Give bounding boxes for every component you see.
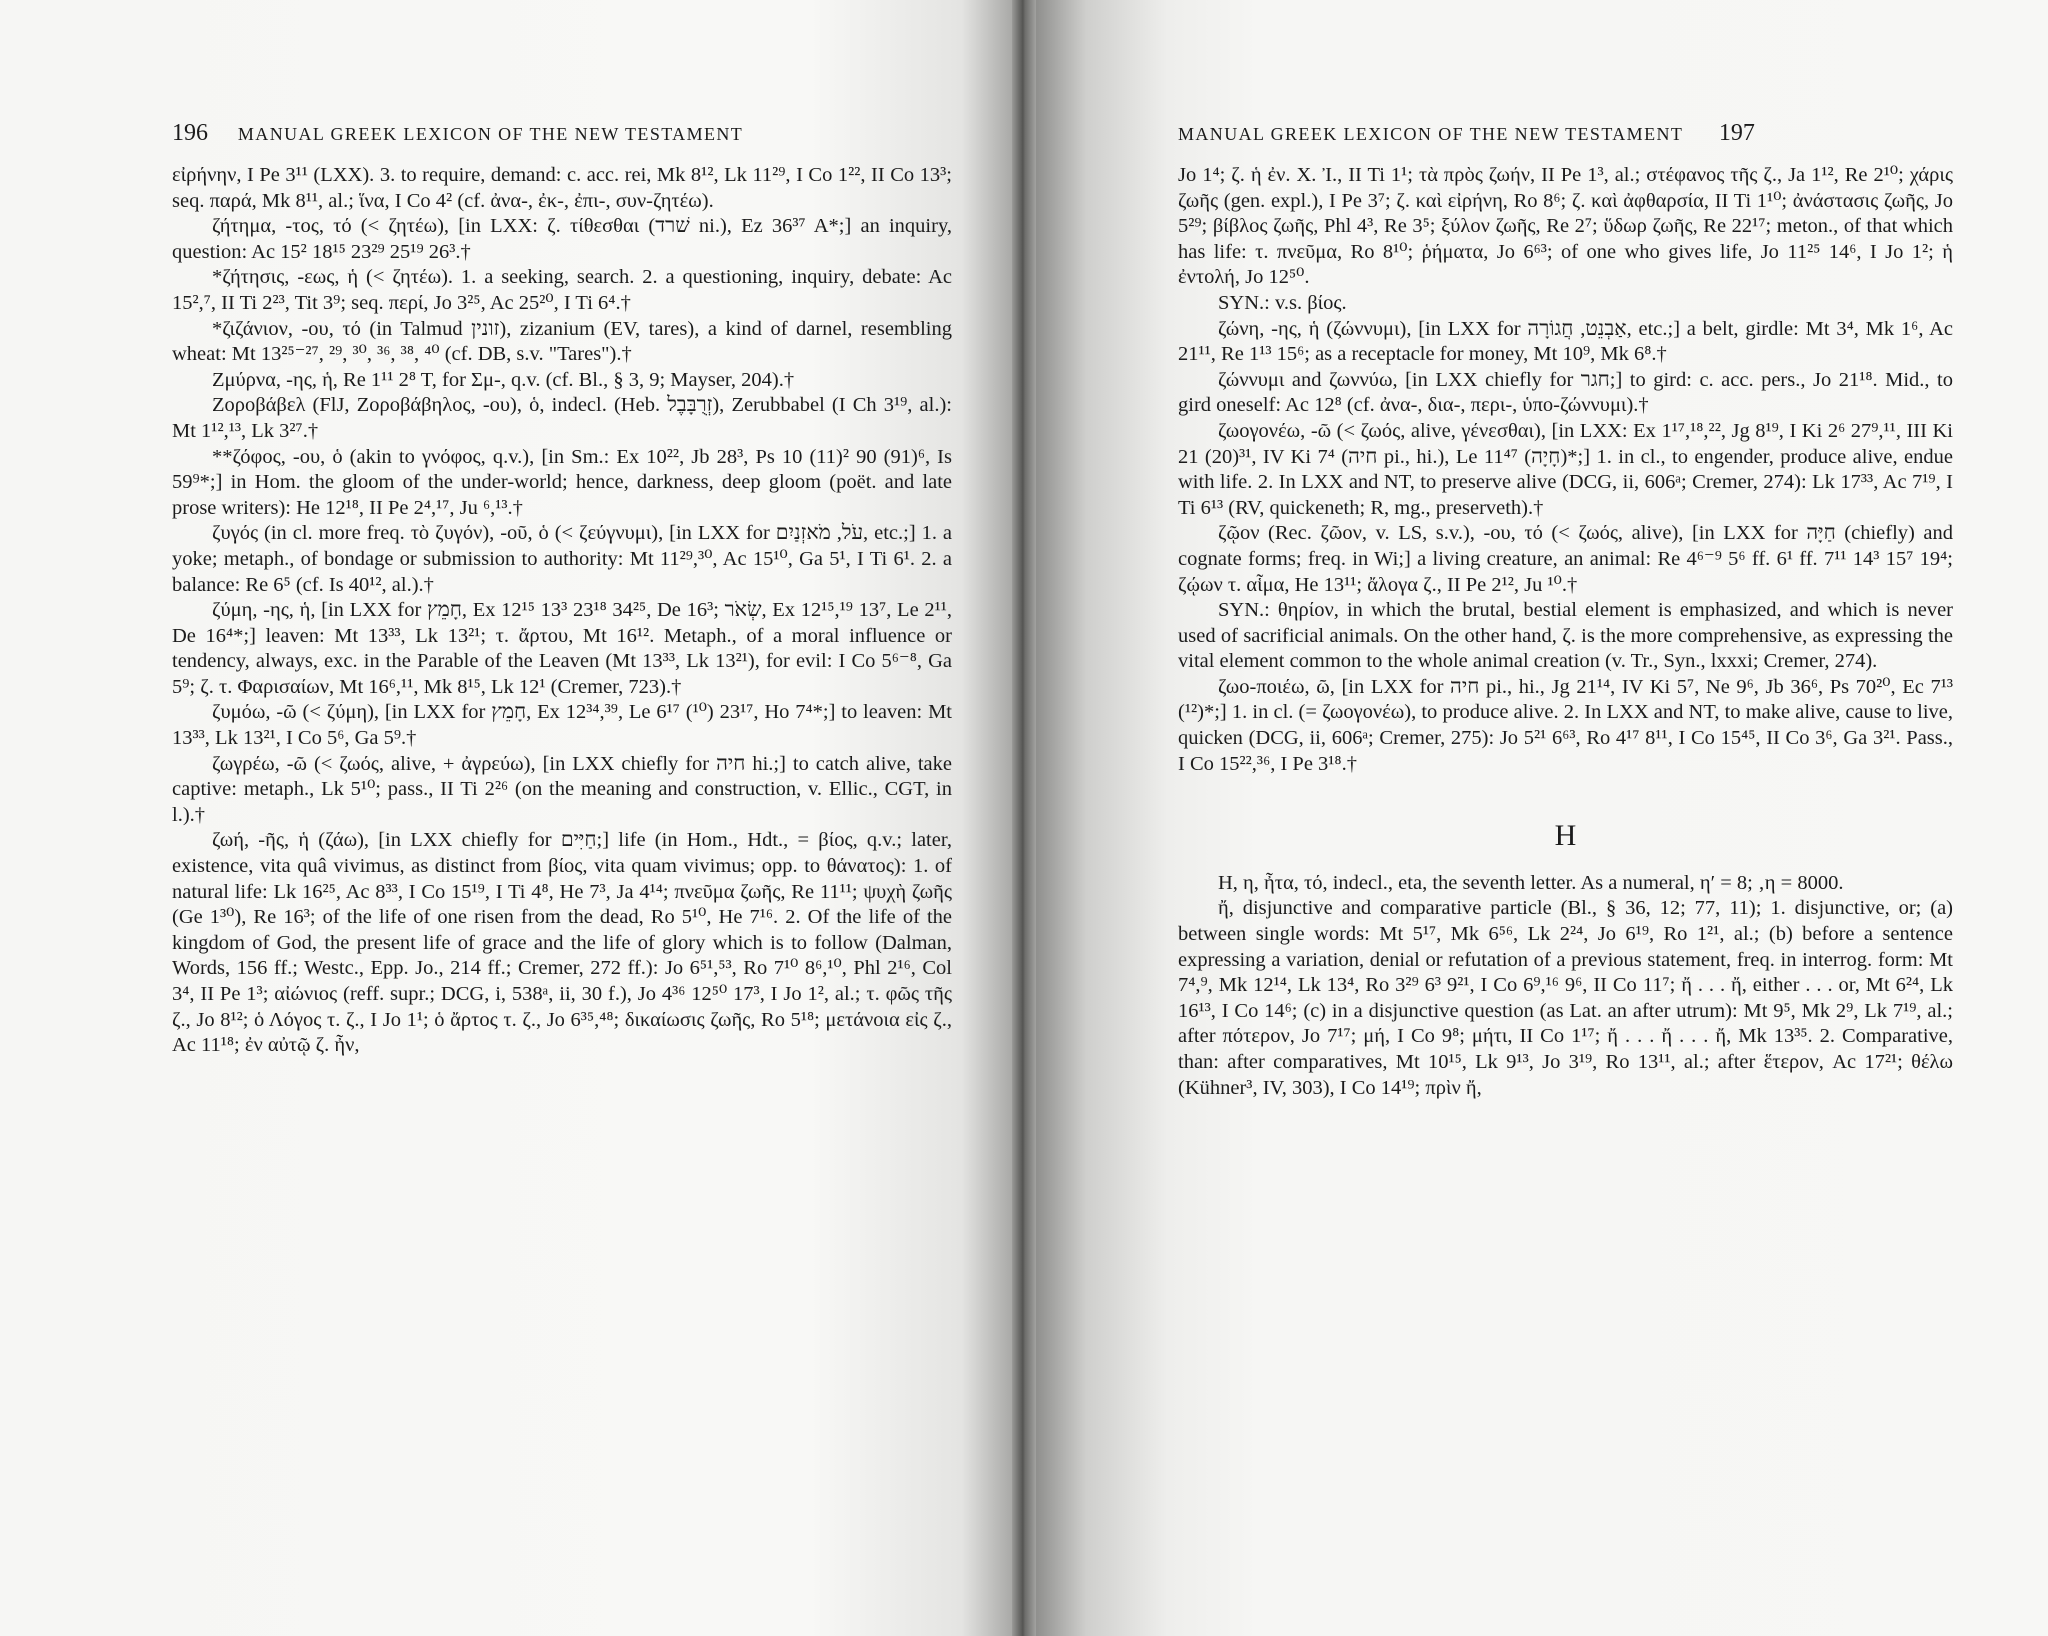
synonym-note: SYN.: θηρίον, in which the brutal, bestial element is emphasized, and which is never used of sacrificial animals. On the other hand, ζ. is the more comprehensive, as expressing the vital element common to the whole animal creation (v. Tr., Syn., lxxxi; Cremer, 274). xyxy=(1178,599,1953,673)
left-page-number: 196 xyxy=(172,120,208,146)
synonym-note: SYN.: v.s. βίος. xyxy=(1218,291,1347,314)
entry-paragraph: Ζμύρνα, -ης, ἡ, Re 1¹¹ 2⁸ T, for Σμ-, q.v. (cf. Bl., § 3, 9; Mayser, 204).† xyxy=(212,368,795,391)
entry-paragraph: ζυγός (in cl. more freq. τὸ ζυγόν), -οῦ, ὁ (< ζεύγνυμι), [in LXX for עֹל, מֹאזְנַיִם, etc.;] 1. a yoke; metaph., of bondage or submission to authority: Mt 11²⁹,³⁰, Ac 15¹⁰, Ga 5¹, I Ti 6¹. 2. a balance: Re 6⁵ (cf. Is 40¹², al.).† xyxy=(172,522,953,596)
left-header-title: MANUAL GREEK LEXICON OF THE NEW TESTAMENT xyxy=(237,124,744,144)
entry-paragraph: *ζήτησις, -εως, ἡ (< ζητέω). 1. a seeking, search. 2. a questioning, inquiry, debate: Ac 15²,⁷, II Ti 2²³, Tit 3⁹; seq. περί, Jo 3²⁵, Ac 25²⁰, I Ti 6⁴.† xyxy=(172,266,952,314)
entry-paragraph: ζωή, -ῆς, ἡ (ζάω), [in LXX chiefly for חַיִּים;] life (in Hom., Hdt., = βίος, q.v.; later, existence, vita quâ vivimus, as distinct from βίος, vita quam vivimus; opp. to θάνατος): 1. of natural life: Lk 16²⁵, Ac 8³³, I Co 15¹⁹, I Ti 4⁸, He 7³, Ja 4¹⁴; πνεῦμα ζωῆς, Re 11¹¹; ψυχὴ ζωῆς (Ge 1³⁰), Re 16³; of the life of one risen from the dead, Ro 5¹⁰, He 7¹⁶. 2. Of the life of the kingdom of God, the present life of grace and the life of glory which is to follow (Dalman, Words, 156 ff.; Westc., Epp. Jo., 214 ff.; Cremer, 272 ff.): Jo 6⁵¹,⁵³, Ro 7¹⁰ 8⁶,¹⁰, Phl 2¹⁶, Col 3⁴, II Pe 1³; αἰώνιος (reff. supr.; DCG, i, 538ᵃ, ii, 30 f.), Jo 4³⁶ 12⁵⁰ 17³, I Jo 1², al.; τ. φῶς τῆς ζ., Jo 8¹²; ὁ Λόγος τ. ζ., I Jo 1¹; ὁ ἄρτος τ. ζ., Jo 6³⁵,⁴⁸; δικαίωσις ζωῆς, Ro 5¹⁸; μετάνοια εἰς ζ., Ac 11¹⁸; ἐν αὐτῷ ζ. ἦν, xyxy=(172,829,952,1057)
book-gutter xyxy=(1012,0,1036,1636)
right-running-head xyxy=(1178,120,1878,147)
left-page xyxy=(0,0,1012,1636)
right-page xyxy=(1036,0,2048,1636)
entry-paragraph: ζύμη, -ης, ἡ, [in LXX for חָמֵץ, Ex 12¹⁵ 13³ 23¹⁸ 34²⁵, De 16³; שְׂאֹר, Ex 12¹⁵,¹⁹ 13⁷, Le 2¹¹, De 16⁴*;] leaven: Mt 13³³, Lk 13²¹; τ. ἄρτου, Mt 16¹². Metaph., of a moral influence or tendency, always, exc. in the Parable of the Leaven (Mt 13³³, Lk 13²¹), for evil: I Co 5⁶⁻⁸, Ga 5⁹; ζ. τ. Φαρισαίων, Mt 16⁶,¹¹, Mk 8¹⁵, Lk 12¹ (Cremer, 723).† xyxy=(172,599,953,698)
entry-paragraph: *ζιζάνιον, -ου, τό (in Talmud זונין), zizanium (EV, tares), a kind of darnel, resembling wheat: Mt 13²⁵⁻²⁷, ²⁹, ³⁰, ³⁶, ³⁸, ⁴⁰ (cf. DB, s.v. "Tares").† xyxy=(172,317,952,366)
entry-paragraph: εἰρήνην, I Pe 3¹¹ (LXX). 3. to require, demand: c. acc. rei, Mk 8¹², Lk 11²⁹, I Co 1²², II Co 13³; seq. παρά, Mk 8¹¹, al.; ἵνα, I Co 4² (cf. ἀνα-, ἐκ-, ἐπι-, συν-ζητέω). xyxy=(172,164,952,212)
entry-paragraph: ζήτημα, -τος, τό (< ζητέω), [in LXX: ζ. τίθεσθαι (שׁרד ni.), Ez 36³⁷ A*;] an inquiry, question: Ac 15² 18¹⁵ 23²⁹ 25¹⁹ 26³.† xyxy=(172,215,952,263)
right-column xyxy=(1178,163,1953,1101)
entry-paragraph: Jo 1⁴; ζ. ἡ ἐν. X. Ἰ., II Ti 1¹; τὰ πρὸς ζωήν, II Pe 1³, al.; στέφανος τῆς ζ., Ja 1¹², Re 2¹⁰; χάρις ζωῆς (gen. expl.), I Pe 3⁷; ζ. καὶ εἰρήνη, Ro 8⁶; ζ. καὶ ἀφθαρσία, II Ti 1¹⁰; ἀνάστασις ζωῆς, Jo 5²⁹; βίβλος ζωῆς, Phl 4³, Re 3⁵; ξύλον ζωῆς, Re 2⁷; ὕδωρ ζωῆς, Re 22¹⁷; meton., of that which has life: τ. πνεῦμα, Ro 8¹⁰; ῥήματα, Jo 6⁶³; of one who gives life, Jo 11²⁵ 14⁶, I Jo 1²; ἡ ἐντολή, Jo 12⁵⁰. xyxy=(1178,164,1953,289)
entry-paragraph: ζώννυμι and ζωννύω, [in LXX chiefly for חגר;] to gird: c. acc. pers., Jo 21¹⁸. Mid., to gird oneself: Ac 12⁸ (cf. ἀνα-, δια-, περι-, ὑπο-ζώννυμι).† xyxy=(1178,368,1953,417)
section-letter-heading: H xyxy=(1554,819,1577,853)
entry-paragraph: ζωγρέω, -ῶ (< ζωός, alive, + ἀγρεύω), [in LXX chiefly for חיה hi.;] to catch alive, take captive: metaph., Lk 5¹⁰; pass., II Ti 2²⁶ (on the meaning and construction, v. Ellic., CGT, in l.).† xyxy=(172,752,952,826)
entry-paragraph: **ζόφος, -ου, ὁ (akin to γνόφος, q.v.), [in Sm.: Ex 10²², Jb 28³, Ps 10 (11)² 90 (91)⁶, Is 59⁹*;] in Hom. the gloom of the under-world; hence, darkness, deep gloom (poët. and late prose writers): He 12¹⁸, II Pe 2⁴,¹⁷, Ju ⁶,¹³.† xyxy=(172,445,952,519)
left-running-head xyxy=(172,120,872,147)
entry-paragraph: H, η, ἦτα, τό, indecl., eta, the seventh letter. As a numeral, η′ = 8; ‚η = 8000. xyxy=(1218,871,1844,894)
entry-paragraph: ζώνη, -ης, ἡ (ζώννυμι), [in LXX for אַבְנֵט, חֲגוֹרָה, etc.;] a belt, girdle: Mt 3⁴, Mk 1⁶, Ac 21¹¹, Re 1¹³ 15⁶; as a receptacle for money, Mt 10⁹, Mk 6⁸.† xyxy=(1178,317,1954,366)
entry-paragraph: ζῷον (Rec. ζῶον, v. LS, s.v.), -ου, τό (< ζωός, alive), [in LXX for חַיָּה (chiefly) and cognate forms; freq. in Wi;] a living creature, an animal: Re 4⁶⁻⁹ 5⁶ ff. 6¹ ff. 7¹¹ 14³ 15⁷ 19⁴; ζῴων τ. αἷμα, He 13¹¹; ἄλογα ζ., II Pe 2¹², Ju ¹⁰.† xyxy=(1178,522,1954,596)
entry-paragraph: ζωο-ποιέω, ῶ, [in LXX for חיה pi., hi., Jg 21¹⁴, IV Ki 5⁷, Ne 9⁶, Jb 36⁶, Ps 70²⁰, Ec 7¹³ (¹²)*;] 1. in cl. (= ζωογονέω), to produce alive. 2. In LXX and NT, to make alive, cause to live, quicken (DCG, ii, 606ᵃ; Cremer, 275): Jo 5²¹ 6⁶³, Ro 4¹⁷ 8¹¹, I Co 15⁴⁵, II Co 3⁶, Ga 3²¹. Pass., I Co 15²²,³⁶, I Pe 3¹⁸.† xyxy=(1178,675,1953,775)
entry-paragraph: ζυμόω, -ῶ (< ζύμη), [in LXX for חָמֵץ, Ex 12³⁴,³⁹, Le 6¹⁷ (¹⁰) 23¹⁷, Ho 7⁴*;] to leaven: Mt 13³³, Lk 13²¹, I Co 5⁶, Ga 5⁹.† xyxy=(172,701,952,750)
left-column xyxy=(172,163,952,1059)
entry-paragraph: Ζοροβάβελ (FlJ, Ζοροβάβηλος, -ου), ὁ, indecl. (Heb. זְרֻבָּבֶל), Zerubbabel (I Ch 3¹⁹, al.): Mt 1¹²,¹³, Lk 3²⁷.† xyxy=(172,394,952,442)
entry-paragraph: ἤ, disjunctive and comparative particle (Bl., § 36, 12; 77, 11); 1. disjunctive, or; (a) between single words: Mt 5¹⁷, Mk 6⁵⁶, Lk 2²⁴, Jo 6¹⁹, Ro 1²¹, al.; (b) before a sentence expressing a variation, denial or refutation of a previous statement, freq. in interrog. form: Mt 7⁴,⁹, Mk 12¹⁴, Lk 13⁴, Ro 3²⁹ 6³ 9²¹, I Co 6⁹,¹⁶ 9⁶, II Co 11⁷; ἤ . . . ἤ, either . . . or, Mt 6²⁴, Lk 16¹³, I Co 14⁶; (c) in a disjunctive question (as Lat. an after utrum): Mt 9⁵, Mk 2⁹, Lk 7¹⁹, al.; after πότερον, Jo 7¹⁷; μή, I Co 9⁸; μήτι, II Co 1¹⁷; ἤ . . . ἤ . . . ἤ, Mk 13³⁵. 2. Comparative, than: after comparatives, Mt 10¹⁵, Lk 9¹³, Jo 3¹⁹, Ro 13¹¹, al.; after ἕτερον, Ac 17²¹; θέλω (Kühner³, IV, 303), I Co 14¹⁹; πρὶν ἤ, xyxy=(1178,897,1953,1099)
right-header-title: MANUAL GREEK LEXICON OF THE NEW TESTAMENT xyxy=(1178,124,1683,144)
entry-paragraph: ζωογονέω, -ῶ (< ζωός, alive, γένεσθαι), [in LXX: Ex 1¹⁷,¹⁸,²², Jg 8¹⁹, I Ki 2⁶ 27⁹,¹¹, III Ki 21 (20)³¹, IV Ki 7⁴ (חיה pi., hi.), Le 11⁴⁷ (חָיָה)*;] 1. in cl., to engender, produce alive, endue with life. 2. In LXX and NT, to preserve alive (DCG, ii, 606ᵃ; Cremer, 274): Lk 17³³, Ac 7¹⁹, I Ti 6¹³ (RV, quickeneth; R, mg., preserveth).† xyxy=(1178,419,1953,519)
right-page-number: 197 xyxy=(1718,120,1755,146)
